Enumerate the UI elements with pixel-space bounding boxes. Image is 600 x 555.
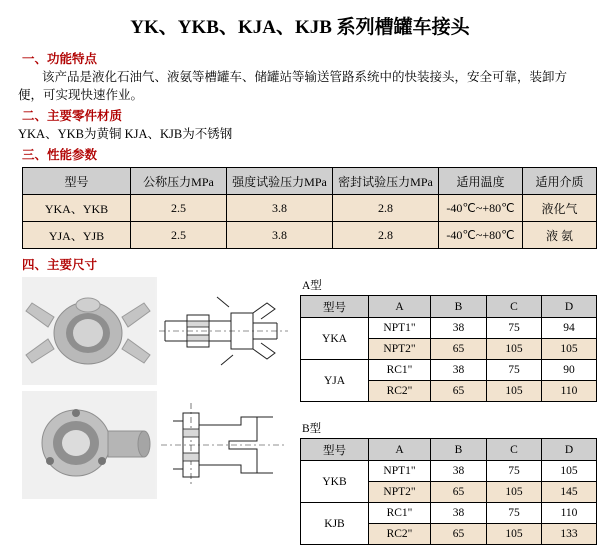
cell-d: 145 [542,482,597,503]
cell-medium: 液化气 [523,195,597,222]
dimension-table-b [300,438,597,545]
cell-d: 105 [542,461,597,482]
section-head-features: 一、功能特点 [22,52,98,66]
col-header-c: C [487,439,542,461]
cell-c: 75 [487,503,542,524]
cell-a: NPT2" [369,339,431,360]
cell-seal-test: 2.8 [333,222,439,249]
col-header-seal-test: 密封试验压力MPa [333,168,439,195]
cell-medium: 液 氨 [523,222,597,249]
section-head-dimensions: 四、主要尺寸 [22,258,98,273]
table-header-row [301,439,597,461]
cell-d: 105 [542,339,597,360]
col-header-b: B [431,296,487,318]
cell-a: RC2" [369,381,431,402]
cell-c: 105 [487,381,542,402]
col-header-a: A [369,439,431,461]
cell-temperature: -40℃~+80℃ [439,222,523,249]
col-header-model: 型号 [301,296,369,318]
table-row [301,461,597,482]
cell-model: YJA [301,360,369,402]
col-header-nominal-pressure: 公称压力MPa [131,168,227,195]
type-b-label: B型 [302,423,322,436]
cell-model: YJA、YJB [23,222,131,249]
cell-c: 75 [487,318,542,339]
cell-model: YKA [301,318,369,360]
table-row [23,222,597,249]
image-column [22,277,290,505]
cell-nominal-pressure: 2.5 [131,195,227,222]
cell-a: NPT1" [369,318,431,339]
material-text: YKA、YKB为黄铜 KJA、KJB为不锈钢 [18,127,233,142]
features-text: 该产品是液化石油气、液氨等槽罐车、储罐站等输送管路系统中的快装接头，安全可靠，装卸方便，可实现快速作业。 [18,70,568,103]
cell-c: 75 [487,360,542,381]
cell-a: NPT2" [369,482,431,503]
col-header-medium: 适用介质 [523,168,597,195]
cell-seal-test: 2.8 [333,195,439,222]
col-header-model: 型号 [301,439,369,461]
drawing-type-a [157,277,290,385]
dimensions-section [10,277,590,541]
cell-c: 105 [487,524,542,545]
cell-nominal-pressure: 2.5 [131,222,227,249]
section-head-performance: 三、性能参数 [22,148,98,163]
cell-model: YKA、YKB [23,195,131,222]
cell-b: 65 [431,482,487,503]
col-header-a: A [369,296,431,318]
cell-strength-test: 3.8 [227,195,333,222]
col-header-temperature: 适用温度 [439,168,523,195]
image-row-b [22,391,290,499]
cell-a: RC1" [369,360,431,381]
cell-model: YKB [301,461,369,503]
table-row [23,195,597,222]
section-head-material: 二、主要零件材质 [22,109,123,124]
cell-strength-test: 3.8 [227,222,333,249]
cell-b: 38 [431,360,487,381]
cell-a: RC1" [369,503,431,524]
cell-c: 105 [487,482,542,503]
cell-c: 75 [487,461,542,482]
table-header-row [301,296,597,318]
cell-b: 65 [431,381,487,402]
image-row-a [22,277,290,385]
cell-c: 105 [487,339,542,360]
col-header-c: C [487,296,542,318]
cell-b: 38 [431,318,487,339]
page-title: YK、YKB、KJA、KJB 系列槽罐车接头 [130,17,470,38]
cell-d: 110 [542,503,597,524]
dimension-table-column [300,277,596,555]
table-row [301,503,597,524]
table-header-row [23,168,597,195]
drawing-type-b [157,391,290,499]
cell-b: 65 [431,524,487,545]
performance-table [22,167,597,249]
type-a-label: A型 [302,280,322,293]
col-header-d: D [542,439,597,461]
photo-type-a [22,277,155,385]
cell-model: KJB [301,503,369,545]
dimension-table-a [300,295,597,402]
col-header-strength-test: 强度试验压力MPa [227,168,333,195]
cell-d: 90 [542,360,597,381]
cell-d: 110 [542,381,597,402]
cell-temperature: -40℃~+80℃ [439,195,523,222]
col-header-d: D [542,296,597,318]
table-row [301,318,597,339]
cell-a: RC2" [369,524,431,545]
cell-b: 38 [431,503,487,524]
cell-a: NPT1" [369,461,431,482]
cell-b: 65 [431,339,487,360]
cell-d: 133 [542,524,597,545]
cell-b: 38 [431,461,487,482]
table-row [301,360,597,381]
cell-d: 94 [542,318,597,339]
col-header-model: 型号 [23,168,131,195]
col-header-b: B [431,439,487,461]
photo-type-b [22,391,155,499]
